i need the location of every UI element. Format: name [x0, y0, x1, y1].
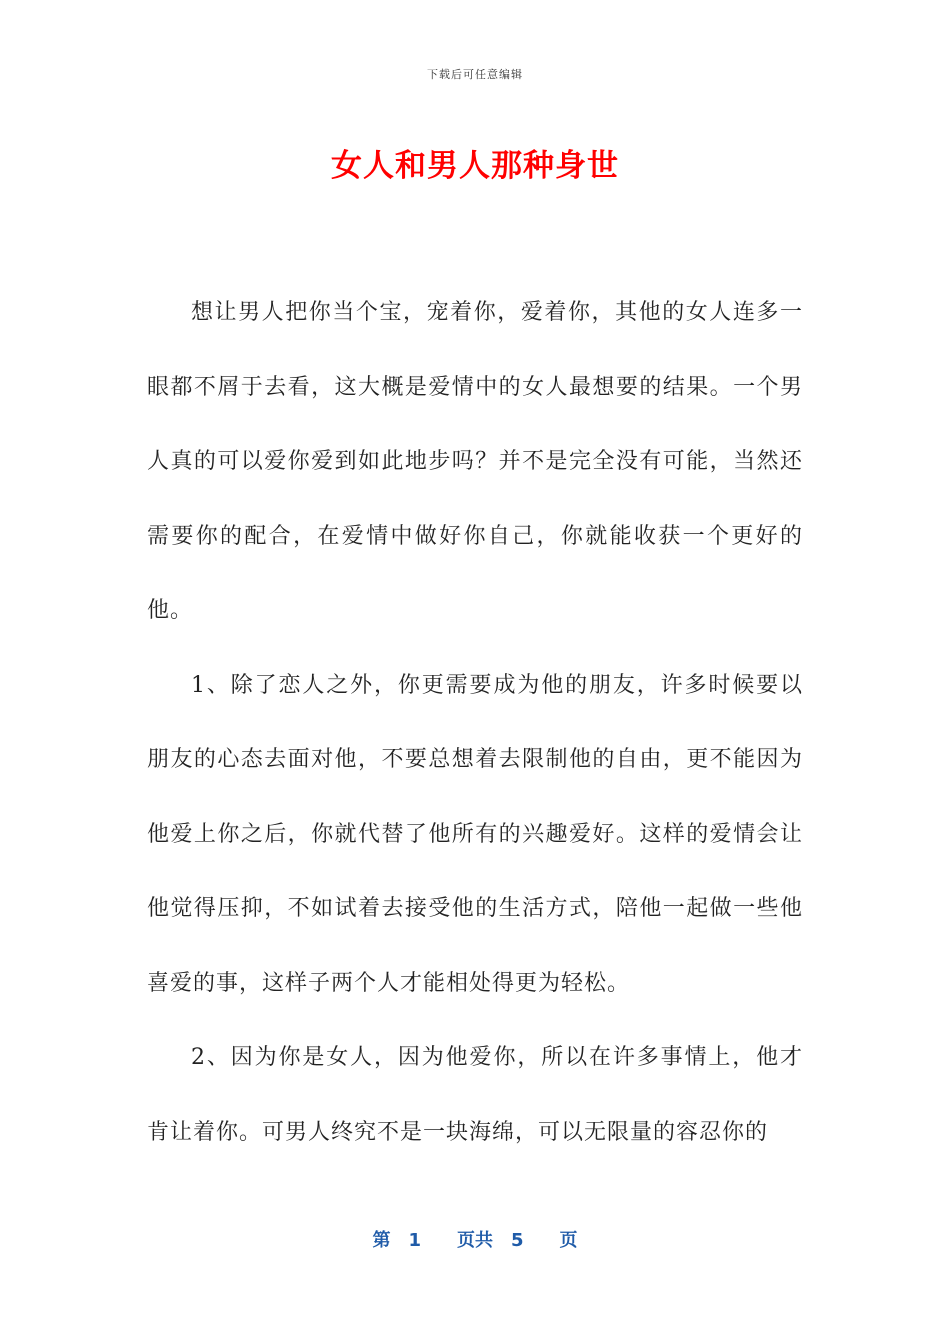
header-note: 下载后可任意编辑 — [427, 68, 523, 81]
document-title: 女人和男人那种身世 — [331, 148, 619, 184]
paragraph: 1、除了恋人之外，你更需要成为他的朋友，许多时候要以朋友的心态去面对他，不要总想着去限制他的自由，更不能因为他爱上你之后，你就代替了他所有的兴趣爱好。这样的爱情会让他觉得压抑，不如试着去接受他的生活方式，陪他一起做一些他喜爱的事，这样子两个人才能相处得更为轻松。 — [147, 672, 803, 996]
paragraph: 2、因为你是女人，因为他爱你，所以在许多事情上，他才肯让着你。可男人终究不是一块海绵，可以无限量的容忍你的 — [147, 1045, 803, 1145]
paragraph: 想让男人把你当个宝，宠着你，爱着你，其他的女人连多一眼都不屑于去看，这大概是爱情中的女人最想要的结果。一个男人真的可以爱你爱到如此地步吗？并不是完全没有可能，当然还需要你的配合，在爱情中做好你自己，你就能收获一个更好的他。 — [147, 300, 803, 623]
page-number-footer: 第 1 页共 5 页 — [372, 1230, 578, 1251]
document-body — [147, 276, 803, 1170]
